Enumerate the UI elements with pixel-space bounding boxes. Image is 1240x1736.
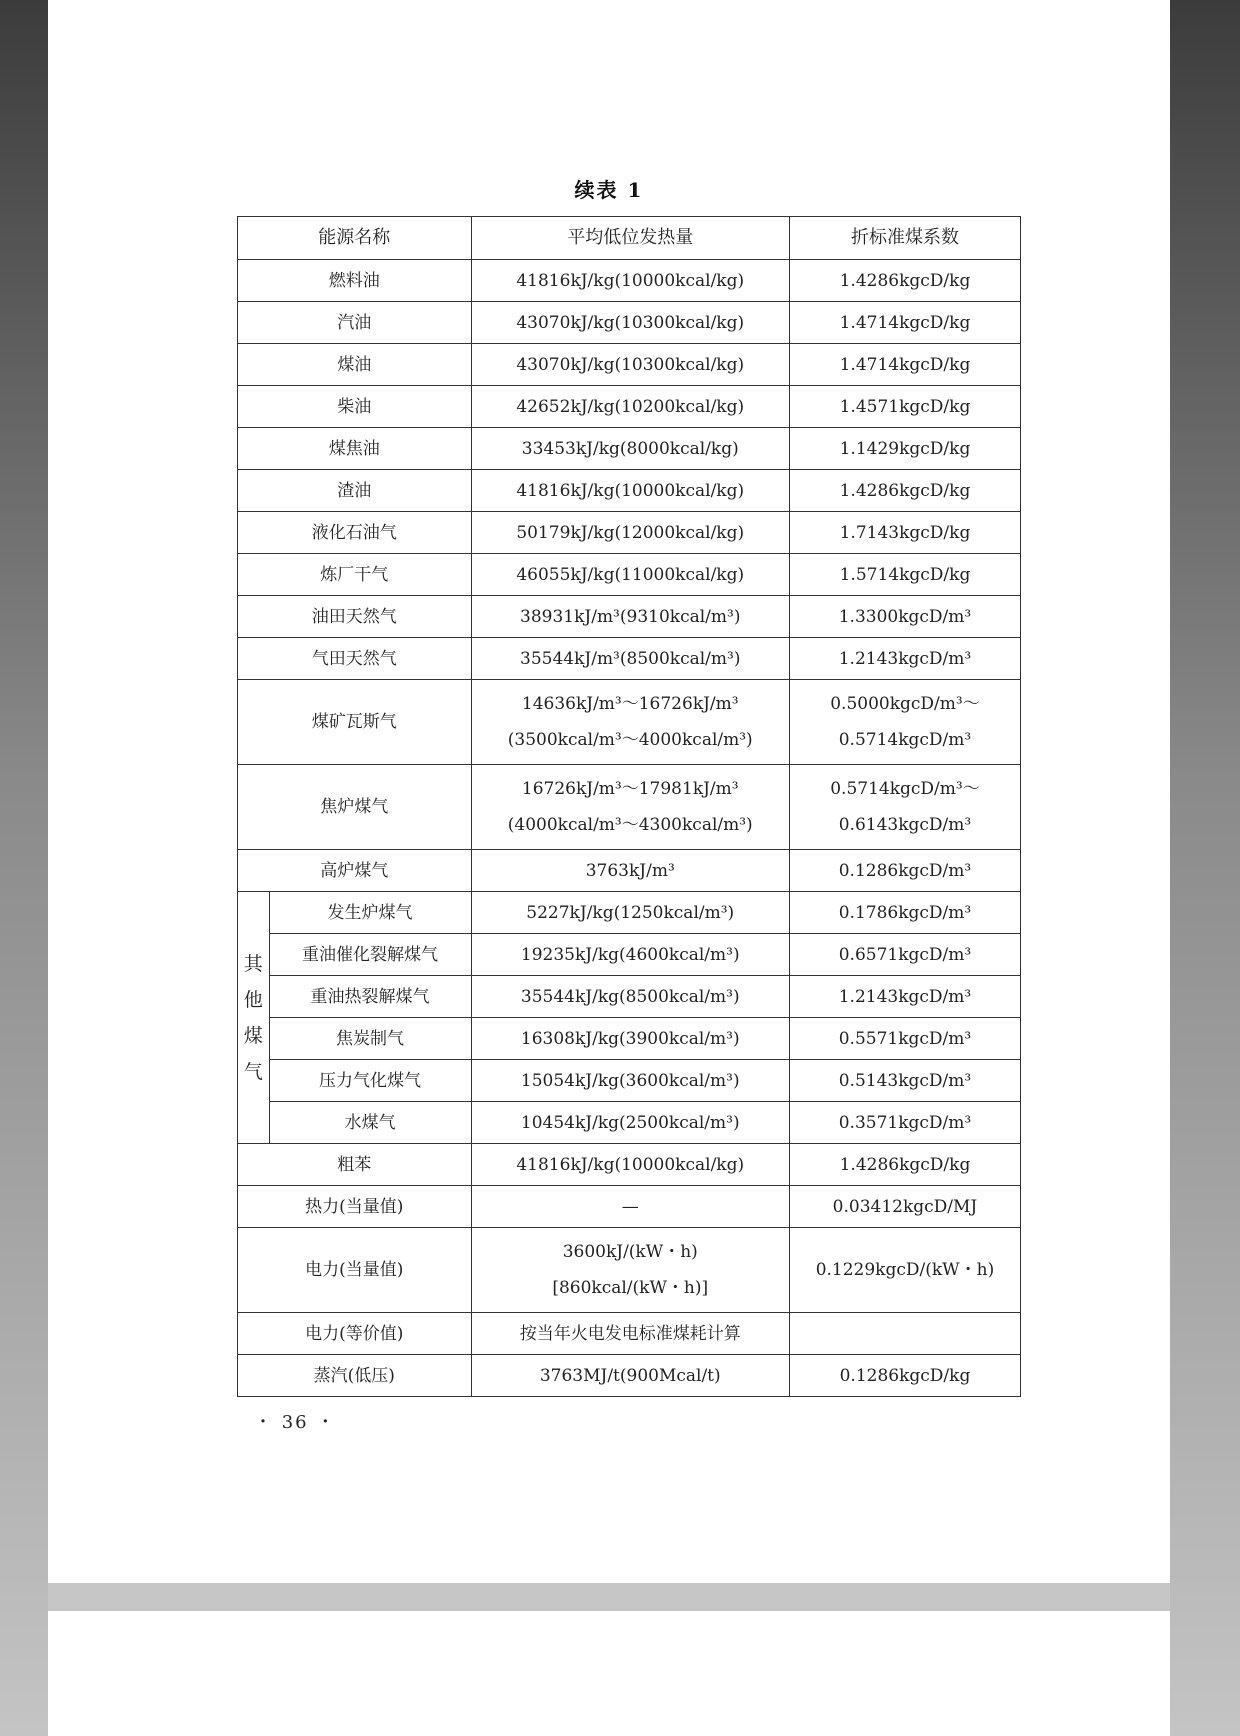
table-row bbox=[238, 1355, 1021, 1397]
coefficient-cell: 1.1429kgcD/kg bbox=[789, 428, 1020, 470]
heat-value-cell: 3763kJ/m³ bbox=[471, 850, 789, 892]
heat-value-cell: — bbox=[471, 1186, 789, 1228]
table-row bbox=[238, 554, 1021, 596]
energy-name-cell: 煤油 bbox=[238, 344, 472, 386]
energy-name-cell: 水煤气 bbox=[269, 1102, 471, 1144]
heat-value-cell: 33453kJ/kg(8000kcal/kg) bbox=[471, 428, 789, 470]
table-row bbox=[238, 638, 1021, 680]
heat-value-cell bbox=[471, 1228, 789, 1313]
heat-line-1: 16726kJ/m³～17981kJ/m³ bbox=[521, 779, 739, 799]
energy-name-cell: 压力气化煤气 bbox=[269, 1060, 471, 1102]
category-char: 气 bbox=[243, 1060, 263, 1083]
coef-line-2: 0.6143kgcD/m³ bbox=[838, 815, 972, 835]
heat-value-cell bbox=[471, 765, 789, 850]
table-row bbox=[238, 1186, 1021, 1228]
table-title: 续表 1 bbox=[574, 178, 644, 202]
heat-value-cell: 43070kJ/kg(10300kcal/kg) bbox=[471, 302, 789, 344]
coefficient-cell: 1.2143kgcD/m³ bbox=[789, 976, 1020, 1018]
coef-line-1: 0.5714kgcD/m³～ bbox=[830, 779, 980, 799]
energy-name-cell: 高炉煤气 bbox=[238, 850, 472, 892]
coefficient-cell bbox=[789, 765, 1020, 850]
energy-name-cell: 粗苯 bbox=[238, 1144, 472, 1186]
energy-name-cell: 电力(等价值) bbox=[238, 1313, 472, 1355]
heat-value-cell: 38931kJ/m³(9310kcal/m³) bbox=[471, 596, 789, 638]
next-page bbox=[48, 1611, 1170, 1736]
table-row bbox=[238, 1313, 1021, 1355]
coefficient-cell: 0.1786kgcD/m³ bbox=[789, 892, 1020, 934]
header-coefficient: 折标准煤系数 bbox=[789, 217, 1020, 260]
category-char: 其 bbox=[243, 952, 263, 975]
heat-line-1: 14636kJ/m³～16726kJ/m³ bbox=[521, 694, 739, 714]
heat-value-cell: 41816kJ/kg(10000kcal/kg) bbox=[471, 260, 789, 302]
heat-value-cell: 35544kJ/kg(8500kcal/m³) bbox=[471, 976, 789, 1018]
coefficient-cell: 1.4286kgcD/kg bbox=[789, 260, 1020, 302]
energy-name-cell: 液化石油气 bbox=[238, 512, 472, 554]
coefficient-cell: 0.5143kgcD/m³ bbox=[789, 1060, 1020, 1102]
coefficient-cell: 1.4286kgcD/kg bbox=[789, 470, 1020, 512]
table-row bbox=[238, 512, 1021, 554]
viewer-left-border bbox=[0, 0, 48, 1736]
energy-name-cell: 炼厂干气 bbox=[238, 554, 472, 596]
coefficient-cell: 1.4286kgcD/kg bbox=[789, 1144, 1020, 1186]
coefficient-cell: 0.5571kgcD/m³ bbox=[789, 1018, 1020, 1060]
heat-line-1: 3600kJ/(kW・h) bbox=[562, 1242, 698, 1262]
energy-name-cell: 油田天然气 bbox=[238, 596, 472, 638]
table-row bbox=[238, 596, 1021, 638]
table-row bbox=[238, 680, 1021, 765]
category-other-gas-cell bbox=[238, 892, 270, 1144]
energy-name-cell: 发生炉煤气 bbox=[269, 892, 471, 934]
table-row bbox=[238, 344, 1021, 386]
page-gap bbox=[48, 1583, 1170, 1611]
coefficient-cell: 0.3571kgcD/m³ bbox=[789, 1102, 1020, 1144]
energy-name-cell: 蒸汽(低压) bbox=[238, 1355, 472, 1397]
energy-name-cell: 燃料油 bbox=[238, 260, 472, 302]
table-row bbox=[238, 765, 1021, 850]
table-row bbox=[238, 1018, 1021, 1060]
energy-name-cell: 重油催化裂解煤气 bbox=[269, 934, 471, 976]
coefficient-cell: 0.6571kgcD/m³ bbox=[789, 934, 1020, 976]
page-number: ・ 36 ・ bbox=[254, 1412, 337, 1433]
heat-value-cell: 15054kJ/kg(3600kcal/m³) bbox=[471, 1060, 789, 1102]
coefficient-cell: 1.3300kgcD/m³ bbox=[789, 596, 1020, 638]
heat-value-cell: 41816kJ/kg(10000kcal/kg) bbox=[471, 470, 789, 512]
coefficient-cell: 0.1286kgcD/kg bbox=[789, 1355, 1020, 1397]
coefficient-cell: 0.1229kgcD/(kW・h) bbox=[789, 1228, 1020, 1313]
coefficient-cell: 1.7143kgcD/kg bbox=[789, 512, 1020, 554]
heat-value-cell: 3763MJ/t(900Mcal/t) bbox=[471, 1355, 789, 1397]
table-row bbox=[238, 850, 1021, 892]
table-row bbox=[238, 1144, 1021, 1186]
viewer-right-border bbox=[1170, 0, 1240, 1736]
heat-value-cell: 50179kJ/kg(12000kcal/kg) bbox=[471, 512, 789, 554]
table-header-row bbox=[238, 217, 1021, 260]
heat-value-cell bbox=[471, 680, 789, 765]
table-row bbox=[238, 1060, 1021, 1102]
energy-name-cell: 电力(当量值) bbox=[238, 1228, 472, 1313]
energy-name-cell: 焦炭制气 bbox=[269, 1018, 471, 1060]
coefficient-cell: 0.03412kgcD/MJ bbox=[789, 1186, 1020, 1228]
header-energy-name: 能源名称 bbox=[238, 217, 472, 260]
coefficient-cell bbox=[789, 1313, 1020, 1355]
table-row bbox=[238, 934, 1021, 976]
heat-line-2: [860kcal/(kW・h)] bbox=[552, 1278, 709, 1298]
document-page bbox=[48, 0, 1170, 1583]
coefficient-cell: 1.5714kgcD/kg bbox=[789, 554, 1020, 596]
coefficient-cell: 1.4714kgcD/kg bbox=[789, 344, 1020, 386]
table-row bbox=[238, 1228, 1021, 1313]
coefficient-cell: 1.4571kgcD/kg bbox=[789, 386, 1020, 428]
table-row bbox=[238, 892, 1021, 934]
heat-value-cell: 16308kJ/kg(3900kcal/m³) bbox=[471, 1018, 789, 1060]
header-heat-value: 平均低位发热量 bbox=[471, 217, 789, 260]
heat-line-2: (3500kcal/m³～4000kcal/m³) bbox=[507, 730, 753, 750]
energy-name-cell: 气田天然气 bbox=[238, 638, 472, 680]
energy-name-cell: 渣油 bbox=[238, 470, 472, 512]
table-row bbox=[238, 976, 1021, 1018]
energy-coefficient-table bbox=[237, 216, 1021, 1397]
coef-line-1: 0.5000kgcD/m³～ bbox=[830, 694, 980, 714]
heat-value-cell: 按当年火电发电标准煤耗计算 bbox=[471, 1313, 789, 1355]
table-row bbox=[238, 428, 1021, 470]
category-char: 煤 bbox=[243, 1024, 263, 1047]
heat-value-cell: 46055kJ/kg(11000kcal/kg) bbox=[471, 554, 789, 596]
heat-value-cell: 43070kJ/kg(10300kcal/kg) bbox=[471, 344, 789, 386]
energy-name-cell: 柴油 bbox=[238, 386, 472, 428]
heat-value-cell: 42652kJ/kg(10200kcal/kg) bbox=[471, 386, 789, 428]
heat-value-cell: 10454kJ/kg(2500kcal/m³) bbox=[471, 1102, 789, 1144]
category-char: 他 bbox=[243, 988, 263, 1011]
energy-name-cell: 重油热裂解煤气 bbox=[269, 976, 471, 1018]
heat-value-cell: 41816kJ/kg(10000kcal/kg) bbox=[471, 1144, 789, 1186]
table-row bbox=[238, 1102, 1021, 1144]
table-row bbox=[238, 470, 1021, 512]
heat-value-cell: 35544kJ/m³(8500kcal/m³) bbox=[471, 638, 789, 680]
coefficient-cell: 1.2143kgcD/m³ bbox=[789, 638, 1020, 680]
coefficient-cell: 0.1286kgcD/m³ bbox=[789, 850, 1020, 892]
heat-value-cell: 5227kJ/kg(1250kcal/m³) bbox=[471, 892, 789, 934]
heat-line-2: (4000kcal/m³～4300kcal/m³) bbox=[507, 815, 753, 835]
coefficient-cell: 1.4714kgcD/kg bbox=[789, 302, 1020, 344]
table-row bbox=[238, 260, 1021, 302]
energy-name-cell: 煤焦油 bbox=[238, 428, 472, 470]
energy-name-cell: 煤矿瓦斯气 bbox=[238, 680, 472, 765]
table-row bbox=[238, 302, 1021, 344]
energy-name-cell: 热力(当量值) bbox=[238, 1186, 472, 1228]
table-row bbox=[238, 386, 1021, 428]
energy-name-cell: 汽油 bbox=[238, 302, 472, 344]
energy-name-cell: 焦炉煤气 bbox=[238, 765, 472, 850]
heat-value-cell: 19235kJ/kg(4600kcal/m³) bbox=[471, 934, 789, 976]
coefficient-cell bbox=[789, 680, 1020, 765]
coef-line-2: 0.5714kgcD/m³ bbox=[838, 730, 972, 750]
